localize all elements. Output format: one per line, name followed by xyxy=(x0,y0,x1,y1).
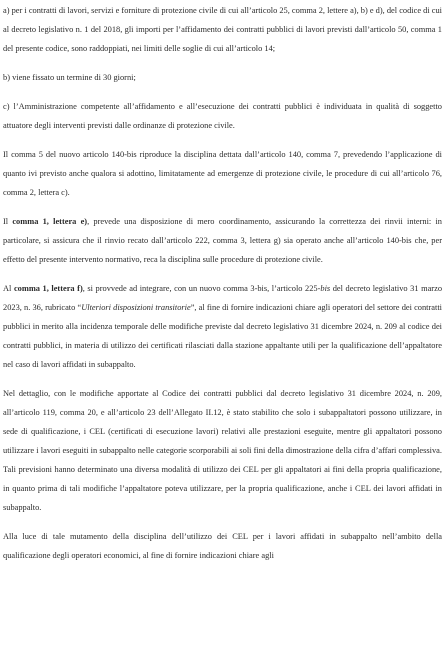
paragraph-lettera-f xyxy=(3,279,442,374)
bold-reference: comma 1, lettera f) xyxy=(13,284,83,293)
text-body: , prevede una disposizione di mero coordinamento, assicurando la correttezza dei rinvii interni: in particolare, si assicura che il rinvio recato dall’articolo 222, comma 3, lettera g) sia operato anche all’articolo 140-bis che, per effetto del presente intervento normativo, reca la disciplina sulle procedure di protezione civile. xyxy=(3,217,442,264)
italic-title: Ulteriori disposizioni transitorie xyxy=(81,303,191,312)
text-body-a: , si provvede ad integrare, con un nuovo comma 3-bis, l’articolo 225- xyxy=(82,284,321,293)
paragraph-procedure-c: c) l’Amministrazione competente all’affidamento e all’esecuzione dei contratti pubblici è individuata in qualità di soggetto attuatore degli interventi previsti dalle ordinanze di protezione civile. xyxy=(3,102,442,130)
bold-reference: comma 1, lettera e) xyxy=(12,217,88,226)
paragraph-lettera-e xyxy=(3,212,442,269)
italic-bis: bis xyxy=(320,284,331,293)
text-body-c: ”, al fine di fornire indicazioni chiare agli operatori del settore dei contratti pubblici in merito alla incidenza temporale delle modifiche previste dal decreto legislativo 31 dicembre 2024, n. 209 al codice dei contratti pubblici, in materia di utilizzo dei certificati rilasciati dalla stazione appaltante utili per la qualificazione dell’appaltatore nel caso di lavori affidati in subappalto. xyxy=(3,303,442,369)
text-body-b: del decreto legislativo 31 marzo 2023, n. 36, rubricato “ xyxy=(3,284,443,312)
text-prefix: Il xyxy=(3,217,13,226)
paragraph-dettaglio: Nel dettaglio, con le modifiche apportate al Codice dei contratti pubblici dal decreto legislativo 31 dicembre 2024, n. 209, all’articolo 119, comma 20, e all’articolo 23 dell’Allegato II.12, è stato stabilito che solo i subappaltatori possono utilizzare, in sede di qualificazione, i CEL (certificati di esecuzione lavori) relativi alle prestazioni eseguite, mentre gli appaltatori possono utilizzare i lavori eseguiti in subappalto nelle categorie scorporabili ai soli fini della dimostrazione della cifra d’affari complessiva. Tali previsioni hanno determinato una diversa modalità di utilizzo dei CEL per gli appaltatori ai fini della propria qualificazione, in quanto prima di tali modifiche l’appaltatore poteva utilizzare, per la propria qualificazione, anche i CEL dei lavori affidati in subappalto. xyxy=(3,389,442,512)
paragraph-procedure-a: a) per i contratti di lavori, servizi e forniture di protezione civile di cui all’articolo 25, comma 2, lettere a), b) e d), del codice di cui al decreto legislativo n. 1 del 2018, gli importi per l’affidamento dei contratti pubblici di lavori previsti dall’articolo 50, comma 1 del presente codice, sono raddoppiati, nei limiti delle soglie di cui all’articolo 14; xyxy=(3,6,442,53)
paragraph-comma-5: Il comma 5 del nuovo articolo 140-bis riproduce la disciplina dettata dall’articolo 140, comma 7, prevedendo l’applicazione di quanto ivi previsto anche qualora si adottino, limitatamente ad emergenze di protezione civile, le procedure di cui all’articolo 76, comma 2, lettera c). xyxy=(3,150,442,197)
paragraph-procedure-b: b) viene fissato un termine di 30 giorni; xyxy=(3,73,136,82)
paragraph-luce: Alla luce di tale mutamento della disciplina dell’utilizzo dei CEL per i lavori affidati in subappalto nell’ambito della qualificazione degli operatori economici, al fine di fornire indicazioni chiare agli xyxy=(3,532,442,560)
text-prefix: Al xyxy=(3,284,14,293)
